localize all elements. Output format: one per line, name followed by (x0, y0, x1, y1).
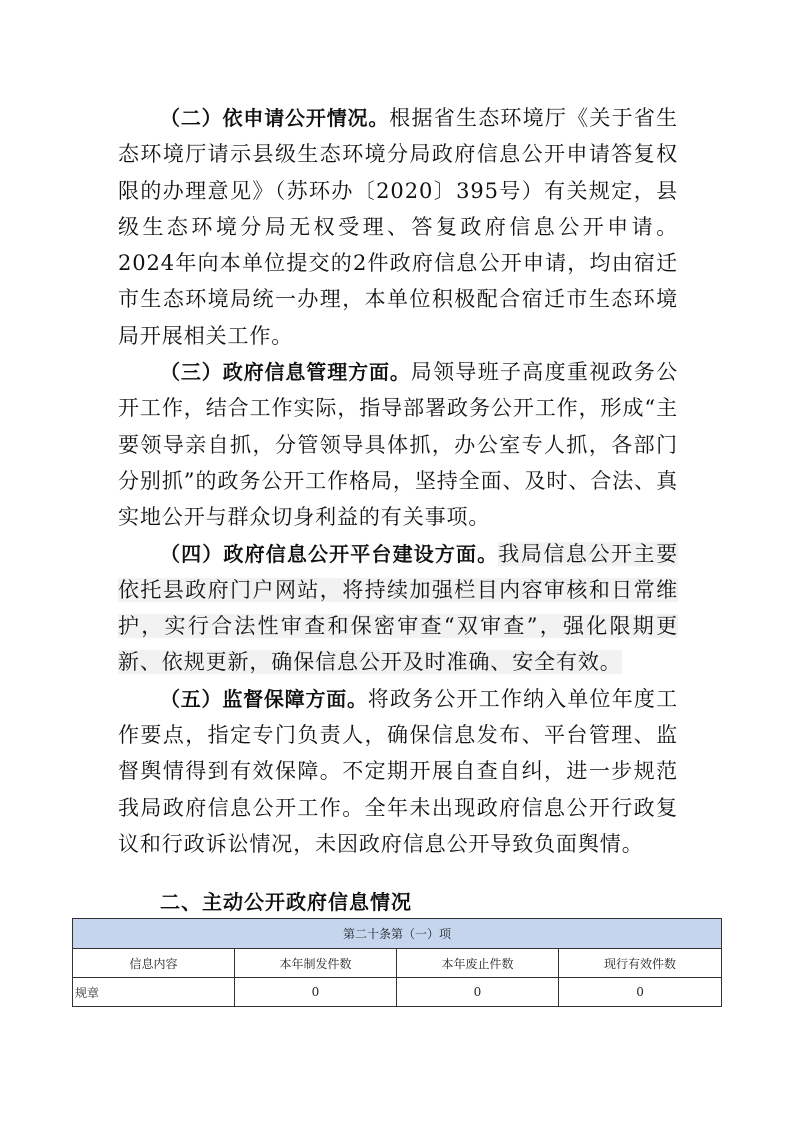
disclosure-table (72, 918, 722, 1007)
paragraph-text: 局领导班子高度重视政务公开工作，结合工作实际，指导部署政务公开工作，形成“主要领导亲自抓，分管领导具体抓，办公室专人抓，各部门分别抓”的政务公开工作格局，坚持全面、及时、合法、真实地公开与群众切身利益的有关事项。 (118, 360, 678, 530)
table-header-cell: 信息内容 (73, 949, 235, 978)
paragraph-application-disclosure (118, 100, 678, 354)
paragraph-info-management (118, 354, 678, 535)
table-header-cell: 本年制发件数 (235, 949, 397, 978)
paragraph-lead: （五）监督保障方面。 (160, 686, 368, 711)
table-header-row (73, 949, 722, 978)
table-header-cell: 现行有效件数 (559, 949, 722, 978)
section-heading: 二、主动公开政府信息情况 (160, 890, 412, 914)
table-cell: 0 (235, 978, 397, 1007)
body-text (118, 100, 678, 862)
table-title-row (73, 919, 722, 949)
table-cell: 规章 (73, 978, 235, 1007)
paragraph-lead: （四）政府信息公开平台建设方面。 (160, 541, 499, 566)
paragraph-platform-construction (118, 536, 678, 681)
table-cell: 0 (397, 978, 559, 1007)
table-title: 第二十条第（一）项 (73, 919, 722, 949)
table-cell: 0 (559, 978, 722, 1007)
paragraph-supervision (118, 681, 678, 862)
paragraph-text: 根据省生态环境厅《关于省生态环境厅请示县级生态环境分局政府信息公开申请答复权限的办理意见》（苏环办〔2020〕395号）有关规定，县级生态环境分局无权受理、答复政府信息公开申请。2024年向本单位提交的2件政府信息公开申请，均由宿迁市生态环境局统一办理，本单位积极配合宿迁市生态环境局开展相关工作。 (118, 106, 679, 348)
table-row (73, 978, 722, 1007)
paragraph-lead: （二）依申请公开情况。 (160, 106, 390, 130)
paragraph-text: 将政务公开工作纳入单位年度工作要点，指定专门负责人，确保信息发布、平台管理、监督舆情得到有效保障。不定期开展自查自纠，进一步规范我局政府信息公开工作。全年未出现政府信息公开行政复议和行政诉讼情况，未因政府信息公开导致负面舆情。 (118, 686, 678, 856)
paragraph-text: 我局信息公开主要依托县政府门户网站，将持续加强栏目内容审核和日常维护，实行合法性审查和保密审查“双审查”，强化限期更新、依规更新，确保信息公开及时准确、安全有效。 (118, 541, 678, 675)
paragraph-lead: （三）政府信息管理方面。 (160, 360, 411, 385)
table-header-cell: 本年废止件数 (397, 949, 559, 978)
